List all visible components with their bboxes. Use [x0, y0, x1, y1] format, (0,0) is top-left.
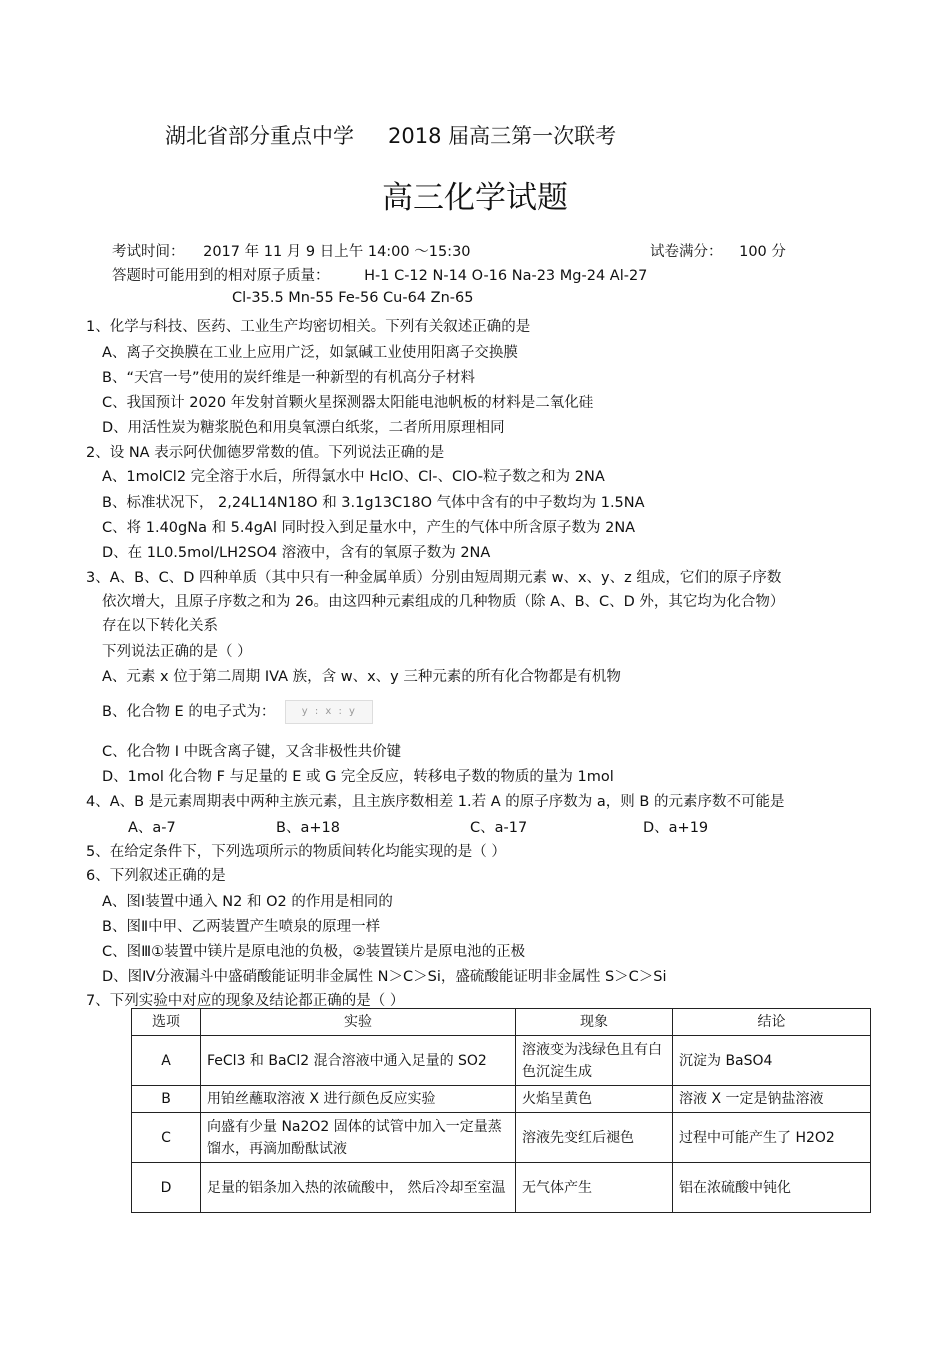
q2-option-c: C、将 1.40gNa 和 5.4gAl 同时投入到足量水中，产生的气体中所含原子数为 2NA: [102, 520, 636, 536]
q6-option-d: D、图Ⅳ分液漏斗中盛硝酸能证明非金属性 N＞C＞Si，盛硫酸能证明非金属性 S＞C＞Si: [102, 969, 667, 985]
school-header: [165, 120, 616, 150]
q3-stem-2: 依次增大，且原子序数之和为 26。由这四种元素组成的几种物质（除 A、B、C、D 外，其它均为化合物）: [102, 594, 785, 610]
row-d-option: D: [132, 1163, 201, 1213]
q7-stem: 7、下列实验中对应的现象及结论都正确的是（ ）: [86, 993, 405, 1009]
q5-stem: 5、在给定条件下，下列选项所示的物质间转化均能实现的是（ ）: [86, 844, 506, 860]
mass-label: 答题时可能用到的相对原子质量：: [112, 268, 330, 284]
q2-option-d: D、在 1L0.5mol/LH2SO4 溶液中，含有的氧原子数为 2NA: [102, 545, 491, 561]
mass-values-1: H-1 C-12 N-14 O-16 Na-23 Mg-24 Al-27: [364, 268, 648, 284]
row-c-phenomenon: 溶液先变红后褪色: [516, 1113, 673, 1163]
row-a-option: A: [132, 1036, 201, 1086]
q2-option-a: A、1molCl2 完全溶于水后，所得氯水中 HclO、Cl-、ClO-粒子数之和为 2NA: [102, 469, 605, 485]
header-phenomenon: 现象: [516, 1009, 673, 1036]
time-value: 2017 年 11 月 9 日上午 14:00 ～15:30: [203, 244, 471, 260]
row-b-option: B: [132, 1086, 201, 1113]
time-label: 考试时间：: [112, 244, 185, 260]
q4-option-b: B、a+18: [276, 820, 340, 836]
electron-formula-image: y : x : y: [285, 700, 373, 724]
q4-option-d: D、a+19: [643, 820, 709, 836]
q1-option-d: D、用活性炭为糖浆脱色和用臭氧漂白纸浆，二者所用原理相同: [102, 420, 505, 436]
table-row: [132, 1113, 871, 1163]
table-row: [132, 1036, 871, 1086]
exam-score: [650, 240, 786, 261]
header-conclusion: 结论: [673, 1009, 871, 1036]
row-a-experiment: FeCl3 和 BaCl2 混合溶液中通入足量的 SO2: [201, 1036, 516, 1086]
atomic-mass-line2: Cl-35.5 Mn-55 Fe-56 Cu-64 Zn-65: [232, 290, 474, 306]
row-b-conclusion: 溶液 X 一定是钠盐溶液: [673, 1086, 871, 1113]
school-name: 湖北省部分重点中学: [165, 124, 354, 148]
q3-option-b: [102, 700, 373, 724]
row-d-conclusion: 铝在浓硫酸中钝化: [673, 1163, 871, 1213]
score-label: 试卷满分：: [650, 244, 723, 260]
header-option: 选项: [132, 1009, 201, 1036]
q6-option-a: A、图Ⅰ装置中通入 N2 和 O2 的作用是相同的: [102, 894, 393, 910]
experiment-table: [131, 1008, 871, 1213]
row-c-experiment: 向盛有少量 Na2O2 固体的试管中加入一定量蒸馏水，再滴加酚酞试液: [201, 1113, 516, 1163]
q1-option-c: C、我国预计 2020 年发射首颗火星探测器太阳能电池帆板的材料是二氧化硅: [102, 395, 594, 411]
q4-option-c: C、a-17: [470, 820, 528, 836]
q1-option-b: B、“天宫一号”使用的炭纤维是一种新型的有机高分子材料: [102, 370, 475, 386]
q4-stem: 4、A、B 是元素周期表中两种主族元素，且主族序数相差 1.若 A 的原子序数为 a，则 B 的元素序数不可能是: [86, 794, 785, 810]
q3-option-d: D、1mol 化合物 F 与足量的 E 或 G 完全反应，转移电子数的物质的量为 1mol: [102, 769, 614, 785]
q3-stem-4: 下列说法正确的是（ ）: [102, 644, 252, 660]
row-d-phenomenon: 无气体产生: [516, 1163, 673, 1213]
exam-name: 2018 届高三第一次联考: [388, 124, 617, 148]
exam-time: [112, 240, 471, 261]
q6-option-c: C、图Ⅲ①装置中镁片是原电池的负极，②装置镁片是原电池的正极: [102, 944, 526, 960]
q6-option-b: B、图Ⅱ中甲、乙两装置产生喷泉的原理一样: [102, 919, 381, 935]
q1-stem: 1、化学与科技、医药、工业生产均密切相关。下列有关叙述正确的是: [86, 319, 531, 335]
table-header-row: [132, 1009, 871, 1036]
q3-stem-1: 3、A、B、C、D 四种单质（其中只有一种金属单质）分别由短周期元素 w、x、y、z 组成，它们的原子序数: [86, 570, 782, 586]
row-c-conclusion: 过程中可能产生了 H2O2: [673, 1113, 871, 1163]
header-experiment: 实验: [201, 1009, 516, 1036]
row-d-experiment: 足量的铝条加入热的浓硫酸中， 然后冷却至室温: [201, 1163, 516, 1213]
row-a-conclusion: 沉淀为 BaSO4: [673, 1036, 871, 1086]
q3-option-a: A、元素 x 位于第二周期 IVA 族，含 w、x、y 三种元素的所有化合物都是有机物: [102, 669, 621, 685]
q3-stem-3: 存在以下转化关系: [102, 618, 218, 634]
q6-stem: 6、下列叙述正确的是: [86, 868, 226, 884]
score-value: 100 分: [739, 244, 786, 260]
table-row: [132, 1163, 871, 1213]
row-b-experiment: 用铂丝蘸取溶液 X 进行颜色反应实验: [201, 1086, 516, 1113]
table-row: [132, 1086, 871, 1113]
q2-stem: 2、设 NA 表示阿伏伽德罗常数的值。下列说法正确的是: [86, 445, 445, 461]
q4-option-a: A、a-7: [128, 820, 176, 836]
row-c-option: C: [132, 1113, 201, 1163]
q1-option-a: A、离子交换膜在工业上应用广泛，如氯碱工业使用阳离子交换膜: [102, 345, 518, 361]
row-a-phenomenon: 溶液变为浅绿色且有白色沉淀生成: [516, 1036, 673, 1086]
atomic-mass-line1: [112, 264, 647, 285]
row-b-phenomenon: 火焰呈黄色: [516, 1086, 673, 1113]
q3-option-c: C、化合物 I 中既含离子键，又含非极性共价键: [102, 744, 402, 760]
q3-option-b-text: B、化合物 E 的电子式为：: [102, 704, 276, 720]
page-title: 高三化学试题: [382, 180, 568, 216]
q2-option-b: B、标准状况下， 2,24L14N18O 和 3.1g13C18O 气体中含有的中子数均为 1.5NA: [102, 495, 645, 511]
